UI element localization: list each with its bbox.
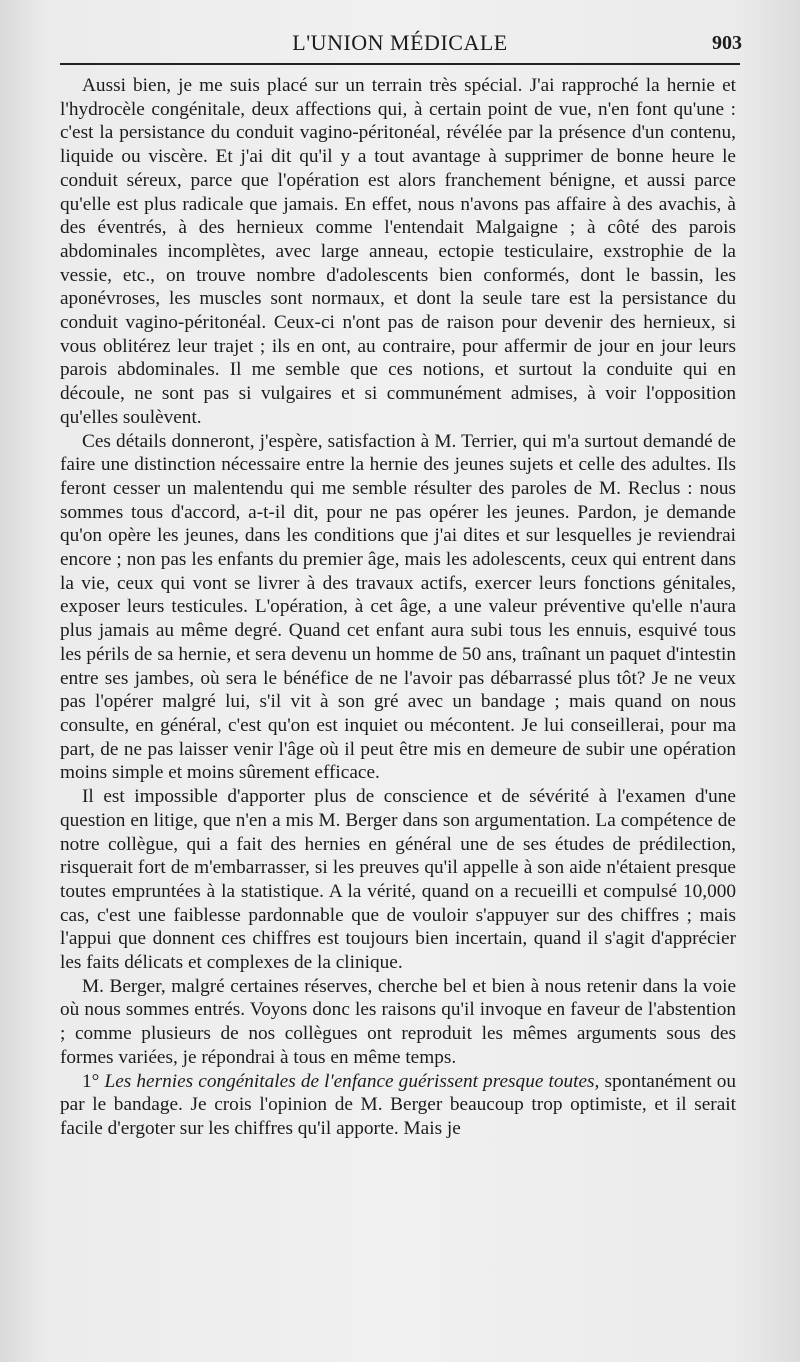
page-number: 903 xyxy=(712,32,742,54)
paragraph-italic-lead: Les hernies congénitales de l'enfance guérissent presque toutes, xyxy=(104,1070,600,1092)
paragraph: M. Berger, malgré certaines réserves, cherche bel et bien à nous retenir dans la voie où nous sommes entrés. Voyons donc les raisons qu'il invoque en faveur de l'abstention ; comme plusieurs de nos collègues ont reproduit les mêmes arguments sous des formes variées, je répondrai à tous en même temps. xyxy=(60,975,736,1068)
page-header xyxy=(60,30,740,64)
paragraph: Aussi bien, je me suis placé sur un terrain très spécial. J'ai rapproché la hernie et l'hydrocèle congénitale, deux affections qui, à certain point de vue, n'en font qu'une : c'est la persistance du conduit vagino-péritonéal, révélée par la présence d'un contenu, liquide ou viscère. Et j'ai dit qu'il y a tout avantage à supprimer de bonne heure le conduit séreux, parce que l'opération est alors franchement bénigne, et aussi parce qu'elle est plus radicale que jamais. En effet, nous n'avons pas affaire à des avachis, à des éventrés, à des hernieux comme l'entendait Malgaigne ; à côté des parois abdominales incomplètes, avec large anneau, ectopie testiculaire, exstrophie de la vessie, etc., on trouve nombre d'adolescents bien conformés, dont le bassin, les aponévroses, les muscles sont normaux, et dont la seule tare est la persistance du conduit vagino-péritonéal. Ceux-ci n'ont pas de raison pour devenir des hernieux, si vous oblitérez leur trajet ; ils en ont, au contraire, pour affermir de jour en jour leurs parois abdominales. Il me semble que ces notions, et surtout la conduite qui en découle, ne sont pas si vulgaires et si communément admises, à voir l'opposition qu'elles soulèvent. xyxy=(60,75,736,428)
paragraph: Il est impossible d'apporter plus de conscience et de sévérité à l'examen d'une question en litige, que n'en a mis M. Berger dans son argumentation. La compétence de notre collègue, qui a fait des hernies en général une de ses études de prédilection, risquerait fort de m'embarrasser, si les preuves qu'il appelle à son aide n'étaient presque toutes empruntées à la statistique. A la vérité, quand on a recueilli et compulsé 10,000 cas, c'est une faiblesse pardonnable que de vouloir s'appuyer sur des chiffres ; mais l'appui que donnent ces chiffres est toujours bien incertain, quand il s'agit d'apprécier les faits délicats et complexes de la clinique. xyxy=(60,786,736,974)
paragraph-number: 1° xyxy=(82,1070,100,1092)
body-text xyxy=(60,74,736,1141)
paragraph-numbered xyxy=(60,1070,736,1141)
paragraph-rest: spontanément ou par le bandage. Je crois l'opinion de M. Berger beaucoup trop optimiste, et il serait facile d'ergoter sur les chiffres qu'il apporte. Mais je xyxy=(60,1070,737,1139)
header-rule xyxy=(60,63,740,65)
paragraph: Ces détails donneront, j'espère, satisfaction à M. Terrier, qui m'a surtout demandé de faire une distinction nécessaire entre la hernie des jeunes sujets et celle des adultes. Ils feront cesser un malentendu qui me semble résulter des paroles de M. Reclus : nous sommes tous d'accord, a-t-il dit, pour ne pas opérer les jeunes. Pardon, je demande qu'on opère les jeunes, dans les conditions que j'ai dites et sur lesquelles je reviendrai encore ; non pas les enfants du premier âge, mais les adolescents, ceux qui entrent dans la vie, ceux qui vont se livrer à des travaux actifs, exercer leurs fonctions génitales, exposer leurs testicules. L'opération, à cet âge, a une valeur préventive qu'elle n'aura plus jamais au même degré. Quand cet enfant aura subi tous les ennuis, esquivé tous les périls de sa hernie, et sera devenu un homme de 50 ans, traînant un paquet d'intestin entre ses jambes, où sera le bénéfice de ne l'avoir pas débarrassé plus tôt? Je ne veux pas l'opérer malgré lui, s'il vit à son gré avec un bandage ; mais quand on nous consulte, en général, c'est qu'on est inquiet ou mécontent. Je lui conseillerai, pour ma part, de ne pas laisser venir l'âge où il peut être mis en demeure de subir une opération moins simple et moins sûrement efficace. xyxy=(60,430,736,784)
running-title: L'UNION MÉDICALE xyxy=(292,30,508,55)
